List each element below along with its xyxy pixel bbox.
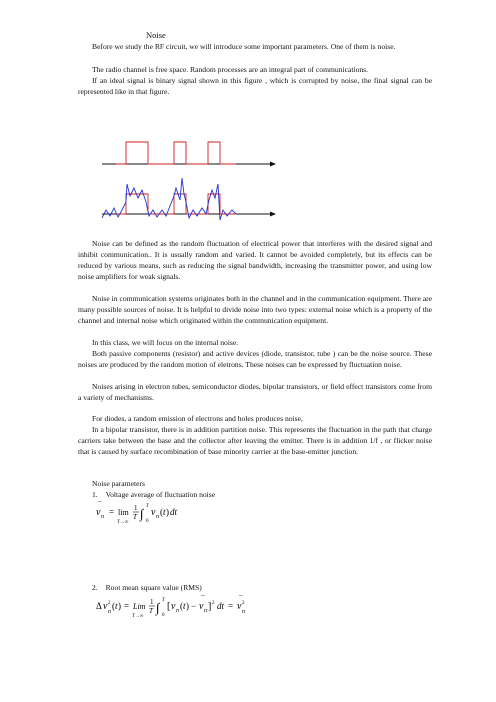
svg-text:dt: dt [217,601,225,611]
svg-text:v: v [171,601,176,612]
reference-binary-signal-trace [116,194,236,214]
svg-text:T→∞: T→∞ [117,520,129,525]
svg-text:¯: ¯ [201,595,205,603]
svg-text:2: 2 [242,601,245,606]
svg-text:n: n [204,608,207,614]
parameter-item-1-number: 1. [92,490,98,499]
svg-text:lim: lim [118,508,129,517]
paragraph-binary-signal: If an ideal signal is binary signal shown in this figure , which is corrupted by noise, the final signal can be represented like in that figure. [78,76,432,96]
svg-text:(: ( [180,601,183,611]
noise-signal-figure [96,136,276,226]
svg-text:T: T [133,513,137,521]
svg-text:1: 1 [134,504,138,512]
paragraph-radio-channel: The radio channel is free space. Random processes are an integral part of communications. [92,65,369,74]
bottom-axis-arrow-icon [270,212,276,217]
svg-text:(: ( [112,601,115,611]
svg-text:∫: ∫ [140,506,144,521]
svg-text:): ) [186,601,189,611]
svg-text:n: n [176,608,179,614]
paragraph-noise-sources: Both passive components (resistor) and active devices (diode, transistor, tube ) can be the noise source. These noises are produced by the random motion of eletrons. These noises can be expressed by fluctuation noise. [78,349,432,369]
svg-text:T: T [162,598,165,603]
svg-text:n: n [108,609,111,615]
svg-text:t: t [183,601,186,611]
paragraph-noise-definition: Noise can be defined as the random fluctuation of electrical power that interferes with the desired signal and inhibit communication.. It is usually random and varied. It cannot be avoided completely, but its effects can be reduced by various means, such as reducing the signal bandwidth, increasing the transmitter power, and using low noise amplifiers for weak signals. [78,239,432,281]
svg-text:n: n [156,514,159,520]
parameter-item-1-text: Voltage average of fluctuation noise [105,490,216,499]
svg-text:T: T [146,504,149,509]
svg-text:¯: ¯ [239,595,243,603]
svg-text:¯: ¯ [98,501,102,509]
page-title: Noise [146,30,166,40]
paragraph-internal-focus: In this class, we will focus on the internal noise. [92,338,239,347]
svg-text:): ) [118,601,121,611]
svg-text:=: = [228,601,234,611]
svg-text:n: n [101,514,104,520]
svg-text:∫: ∫ [156,600,160,615]
noise-parameters-heading: Noise parameters [92,479,145,488]
svg-text:v: v [96,507,101,518]
svg-text:[: [ [167,601,171,612]
svg-text:−: − [191,601,197,611]
parameter-item-2-text: Root mean square value (RMS) [105,583,202,592]
svg-text:t: t [163,507,166,517]
svg-text:0: 0 [146,519,149,524]
svg-text:v: v [199,601,204,612]
top-axis-arrow-icon [270,162,276,167]
voltage-average-equation [94,498,224,528]
paragraph-intro: Before we study the RF circuit, we will introduce some important parameters. One of them is noise. [92,42,396,51]
paragraph-noise-origins: Noise in communication systems originates both in the channel and in the communication equipment. There are many possible sources of noise. It is helpful to divide noise into two types: external noise which is a property of the channel and internal noise which originated within the communication equipment. [78,294,432,325]
parameter-item-2 [92,583,202,592]
svg-text:1: 1 [150,598,154,606]
svg-text:v: v [151,507,156,518]
svg-text:T→∞: T→∞ [132,614,144,619]
svg-text:0: 0 [162,613,165,618]
svg-text:T: T [149,607,153,615]
svg-text:2: 2 [212,601,215,606]
svg-text:v: v [103,601,108,612]
svg-text:(: ( [160,507,163,517]
svg-text:Δ: Δ [96,601,102,611]
svg-text:dt: dt [170,507,178,517]
svg-text:2: 2 [108,601,111,606]
ideal-binary-signal-trace [116,142,236,164]
svg-text:=: = [109,507,115,517]
parameter-item-2-number: 2. [92,583,98,592]
paragraph-diodes: For diodes, a random emission of electrons and holes produces noise, [92,414,303,423]
rms-equation [94,592,294,622]
paragraph-bipolar-transistor: In a bipolar transistor, there is in addition partition noise. This represents the fluctuation in the path that charge carriers take between the base and the collector after leaving the emitter. There is in addition 1/f , or flicker noise that is caused by surface recombination of base minority carrier at the base-emitter junction. [78,425,432,456]
svg-text:n: n [242,609,245,615]
svg-text:t: t [115,601,118,611]
svg-text:Lim: Lim [133,602,146,611]
paragraph-noise-mechanisms: Noises arising in electron tubes, semiconductor diodes, bipolar transistors, or field effect transistors come from a variety of mechanisms. [78,382,432,402]
svg-text:v: v [237,601,242,612]
svg-text:): ) [166,507,169,517]
svg-text:]: ] [208,601,212,612]
svg-text:=: = [124,601,130,611]
